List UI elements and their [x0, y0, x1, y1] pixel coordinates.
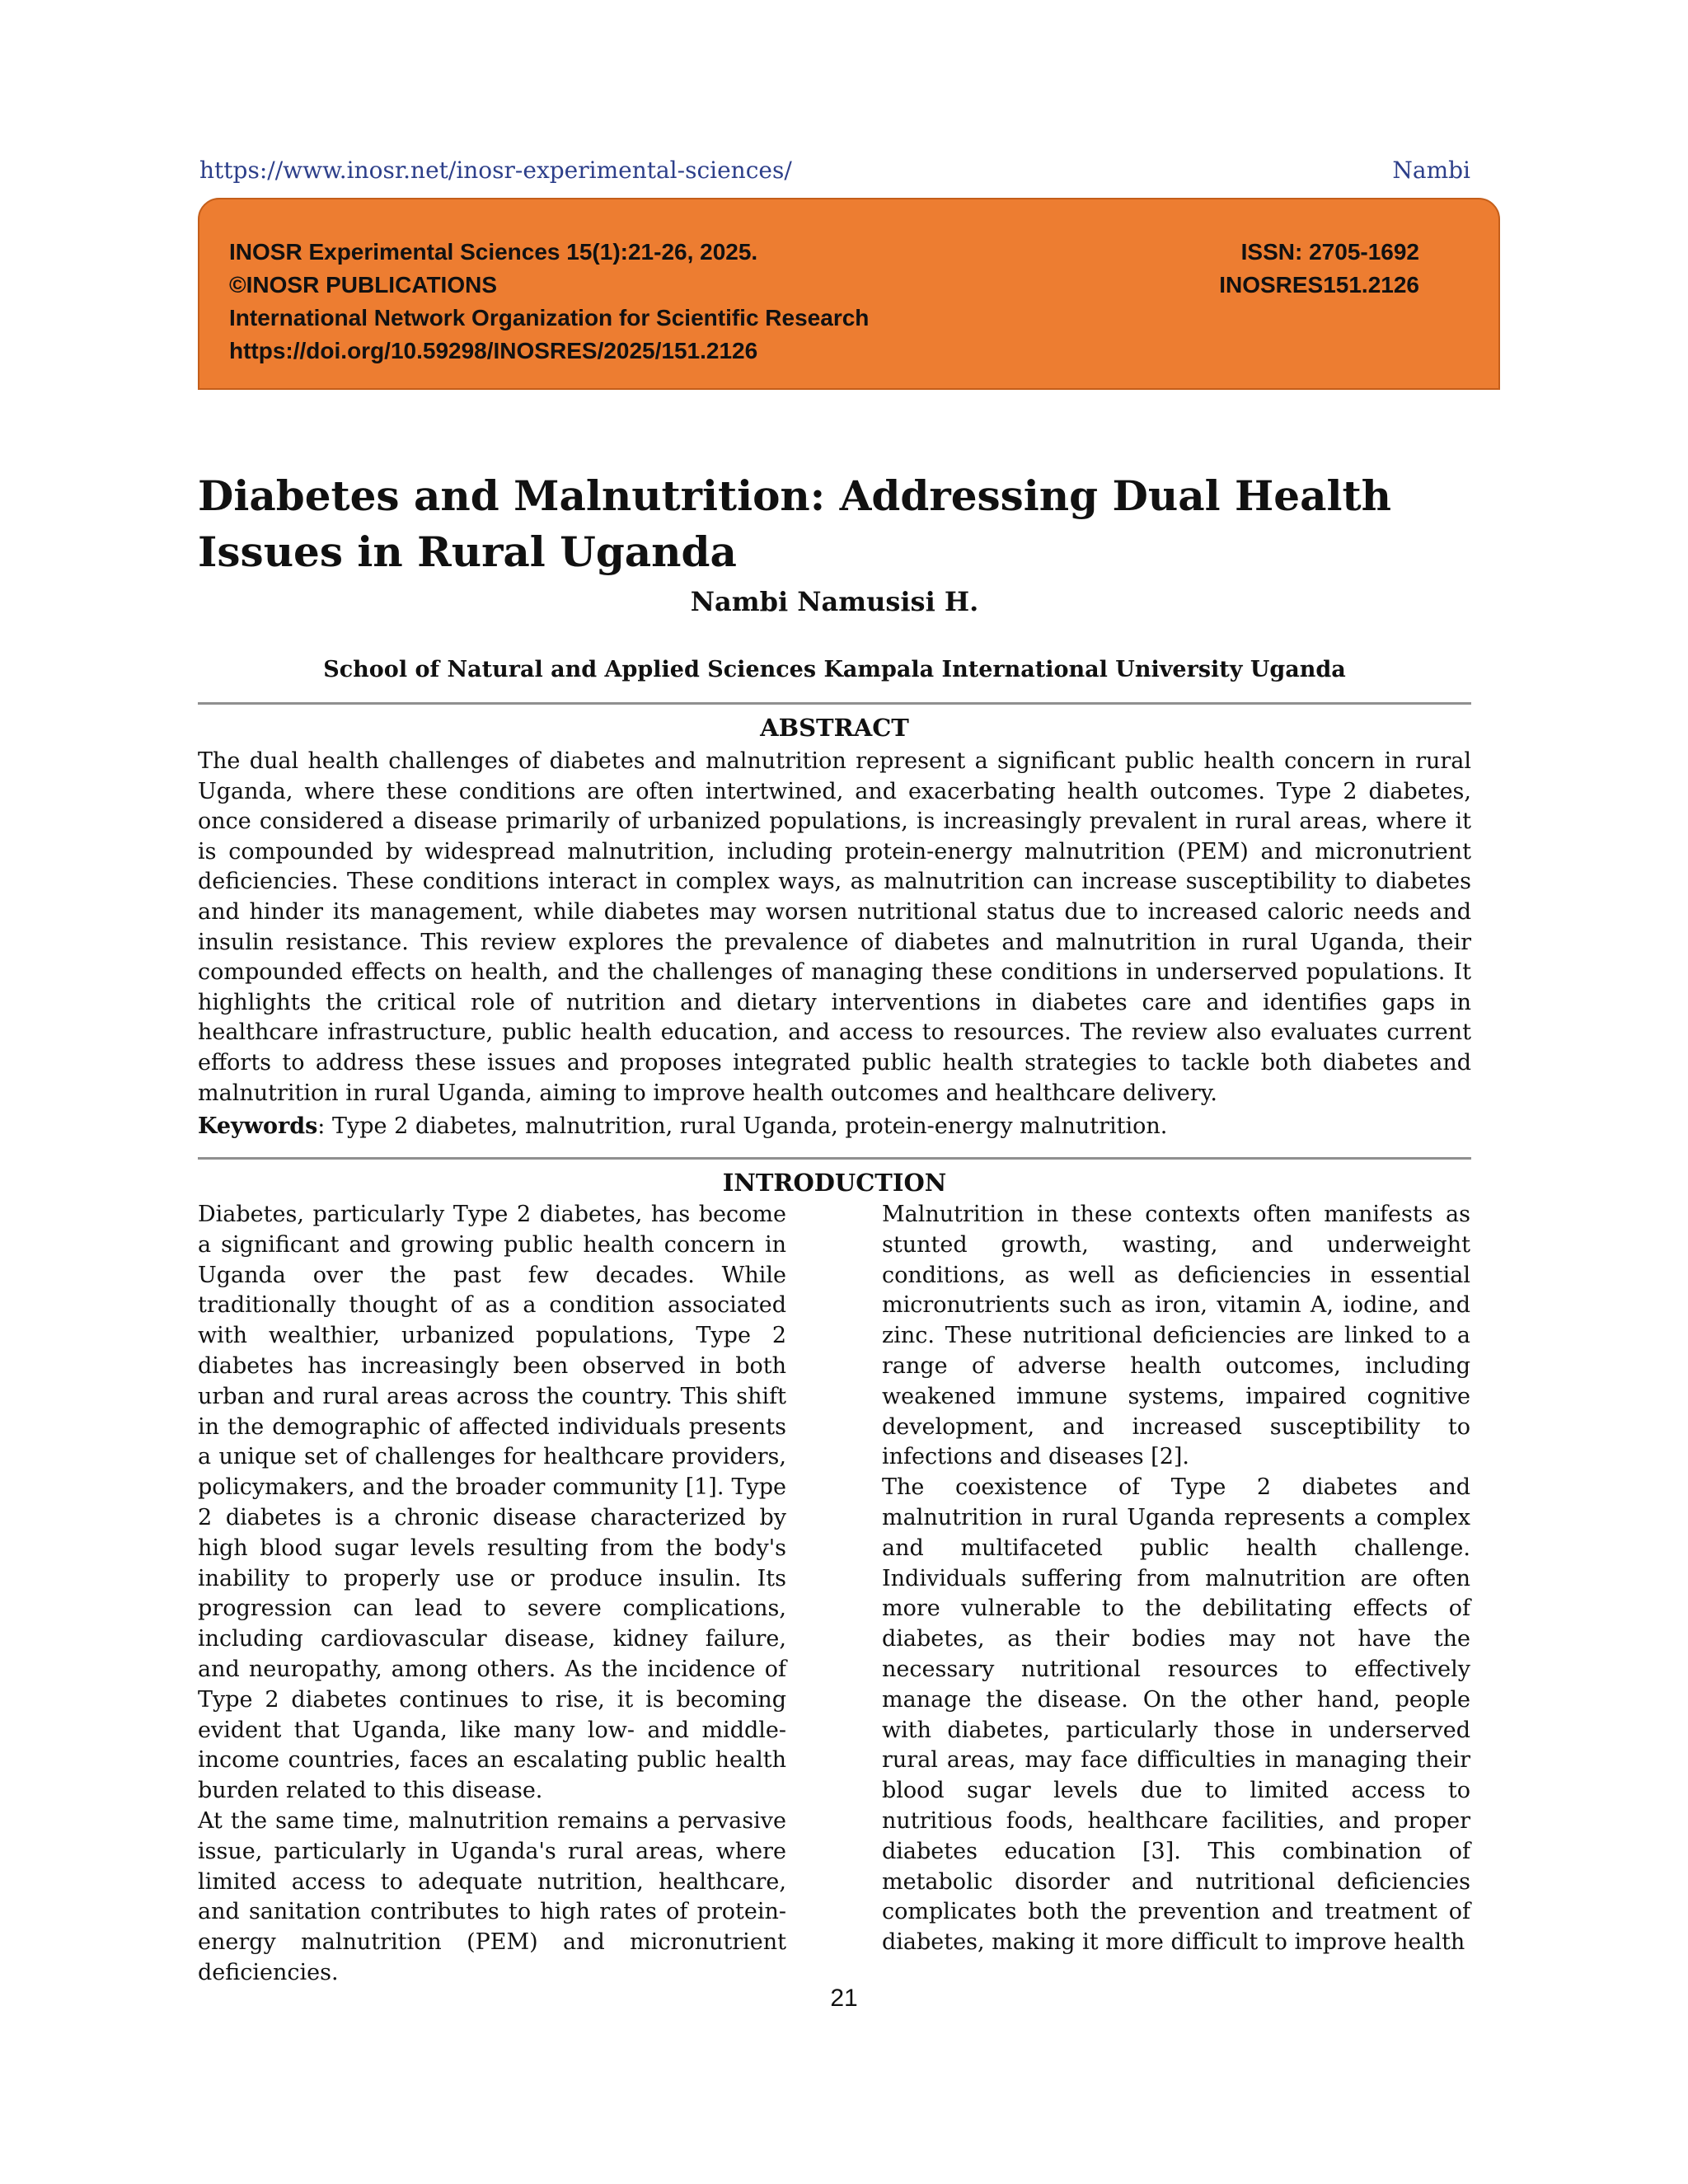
keywords [198, 1112, 1471, 1141]
abstract-heading: ABSTRACT [760, 714, 909, 742]
running-head-author: Nambi [1392, 157, 1470, 184]
author-affiliation: School of Natural and Applied Sciences Kampala International University Uganda [323, 657, 1346, 682]
issn: ISSN: 2705-1692 [1240, 239, 1419, 265]
paragraph: Malnutrition in these contexts often manifests as stunted growth, wasting, and underweight conditions, as well as deficiencies in essential micronutrients such as iron, vitamin A, iodine, and zinc. These nutritional deficiencies are linked to a range of adverse health outcomes, including weakened immune systems, impaired cognitive development, and increased susceptibility to infections and diseases [2]. [882, 1202, 1470, 1470]
journal-url[interactable]: https://www.inosr.net/inosr-experimental-sciences/ [199, 157, 792, 184]
abstract-text: The dual health challenges of diabetes and malnutrition represent a significant public health concern in rural Uganda, where these conditions are often intertwined, and exacerbating health outcomes. Type 2 diabetes, once considered a disease primarily of urbanized populations, is increasingly prevalent in rural areas, where it is compounded by widespread malnutrition, including protein-energy malnutrition (PEM) and micronutrient deficiencies. These conditions interact in complex ways, as malnutrition can increase susceptibility to diabetes and hinder its management, while diabetes may worsen nutritional status due to increased caloric needs and insulin resistance. This review explores the prevalence of diabetes and malnutrition in rural Uganda, their compounded effects on health, and the challenges of managing these conditions in underserved populations. It highlights the critical role of nutrition and dietary interventions in diabetes care and identifies gaps in healthcare infrastructure, public health education, and access to resources. The review also evaluates current efforts to address these issues and proposes integrated public health strategies to tackle both diabetes and malnutrition in rural Uganda, aiming to improve health outcomes and healthcare delivery. [198, 748, 1471, 1106]
doi-link[interactable]: https://doi.org/10.59298/INOSRES/2025/151.2126 [229, 338, 758, 363]
keywords-label: Keywords [198, 1113, 318, 1139]
journal-citation: INOSR Experimental Sciences 15(1):21-26, 2025. [229, 239, 758, 265]
left-column [198, 1200, 786, 1989]
banner-right [1219, 236, 1419, 302]
organization: International Network Organization for Scientific Research [229, 305, 870, 330]
right-column [882, 1200, 1470, 1958]
divider [198, 1157, 1471, 1160]
paragraph: The coexistence of Type 2 diabetes and malnutrition in rural Uganda represents a complex and multifaceted public health challenge. Individuals suffering from malnutrition are often more vulnerable to the debilitating effects of diabetes, as their bodies may not have the necessary nutritional resources to effectively manage the disease. On the other hand, people with diabetes, particularly those in underserved rural areas, may face difficulties in managing their blood sugar levels due to limited access to nutritious foods, healthcare facilities, and proper diabetes education [3]. This combination of metabolic disorder and nutritional deficiencies complicates both the prevention and treatment of diabetes, making it more difficult to improve health [882, 1474, 1470, 1956]
journal-banner [198, 198, 1500, 390]
paragraph: Diabetes, particularly Type 2 diabetes, has become a significant and growing public health concern in Uganda over the past few decades. While traditionally thought of as a condition associated with wealthier, urbanized populations, Type 2 diabetes has increasingly been observed in both urban and rural areas across the country. This shift in the demographic of affected individuals presents a unique set of challenges for healthcare providers, policymakers, and the broader community [1]. Type 2 diabetes is a chronic disease characterized by high blood sugar levels resulting from the body's inability to properly use or produce insulin. Its progression can lead to severe complications, including cardiovascular disease, kidney failure, and neuropathy, among others. As the incidence of Type 2 diabetes continues to rise, it is becoming evident that Uganda, like many low- and middle-income countries, faces an escalating public health burden related to this disease. [198, 1202, 786, 1804]
author-name: Nambi Namusisi H. [690, 586, 979, 617]
page-number: 21 [830, 1985, 858, 2012]
publisher: ©INOSR PUBLICATIONS [229, 272, 498, 298]
banner-left [229, 236, 869, 368]
running-head [199, 157, 1470, 190]
introduction-heading: INTRODUCTION [722, 1169, 947, 1197]
divider [198, 702, 1471, 705]
article-code: INOSRES151.2126 [1219, 272, 1419, 298]
keywords-list: : Type 2 diabetes, malnutrition, rural Uganda, protein-energy malnutrition. [317, 1113, 1168, 1139]
article-title: Diabetes and Malnutrition: Addressing Dual Health Issues in Rural Uganda [198, 471, 1391, 576]
paragraph: At the same time, malnutrition remains a pervasive issue, particularly in Uganda's rural areas, where limited access to adequate nutrition, healthcare, and sanitation contributes to high rates of protein-energy malnutrition (PEM) and micronutrient deficiencies. [198, 1807, 786, 1985]
